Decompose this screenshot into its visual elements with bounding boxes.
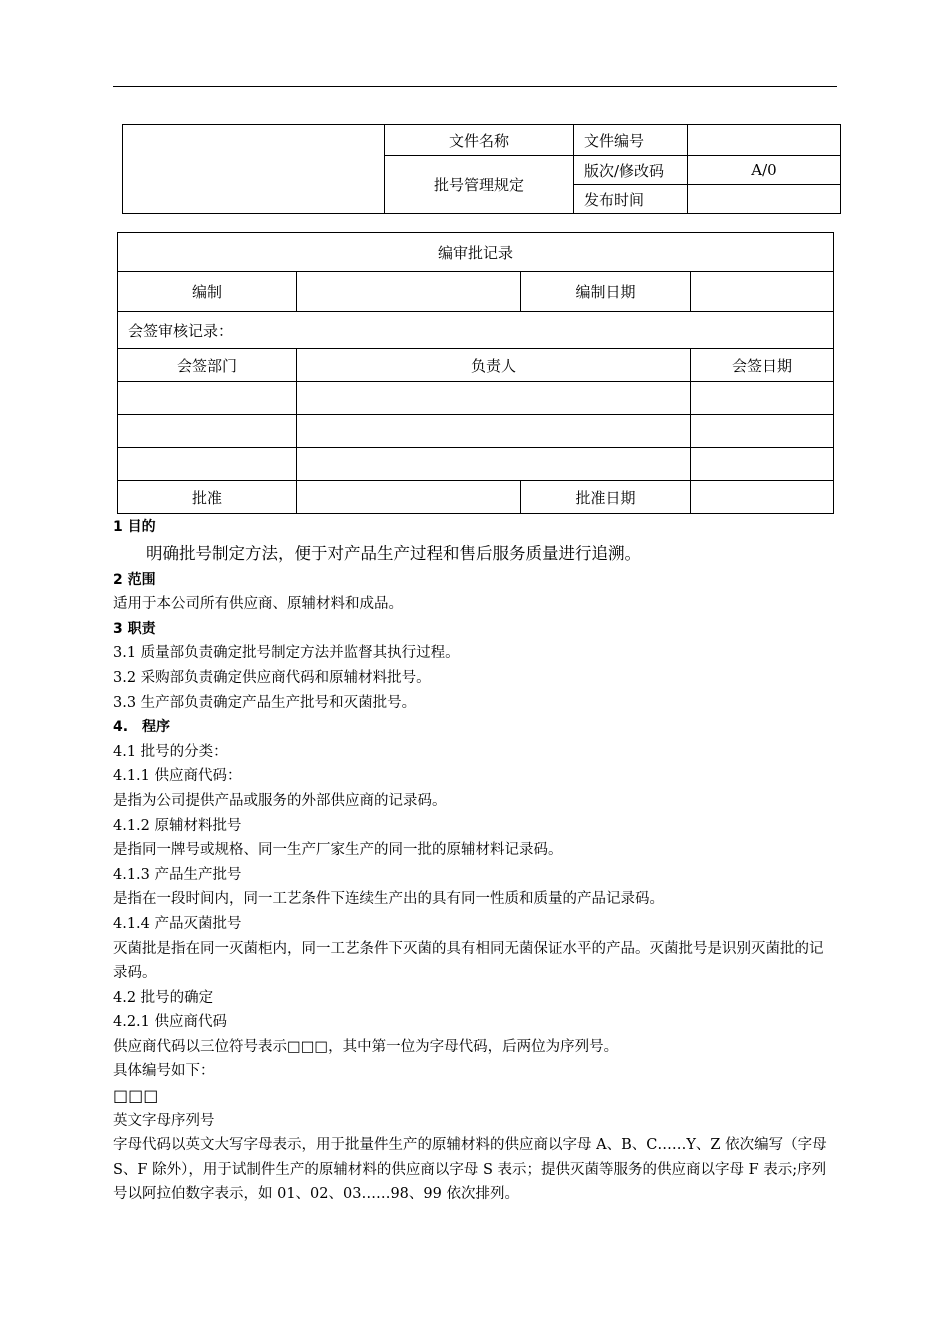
section-4-1: 4.1 批号的分类： bbox=[113, 743, 228, 760]
document-body bbox=[113, 515, 837, 1207]
approve-date-value bbox=[691, 481, 834, 514]
section-4-2-1: 4.2.1 供应商代码 bbox=[113, 1014, 228, 1031]
final-paragraph: 字母代码以英文大写字母表示，用于批量件生产的原辅材料的供应商以字母 A、B、C……Y、Z 依次编写（字母 S、F 除外），用于试制件生产的原辅材料的供应商以字母 S 表示；提供灭菌等服务的供应商以字母 F 表示;序列号以阿拉伯数字表示，如 01、02、03……98、99 依次排列。 bbox=[113, 1137, 827, 1203]
release-label: 发布时间 bbox=[574, 185, 688, 214]
section-4-1-3-text: 是指在一段时间内，同一工艺条件下连续生产出的具有同一性质和质量的产品记录码。 bbox=[113, 891, 664, 908]
section-3-title: 3 职责 bbox=[113, 620, 156, 637]
code-boxes-label: 英文字母序列号 bbox=[113, 1112, 215, 1129]
dept-header: 会签部门 bbox=[118, 349, 297, 382]
section-4-2: 4.2 批号的确定 bbox=[113, 989, 214, 1006]
version-label: 版次/修改码 bbox=[574, 156, 688, 185]
section-3-2: 3.2 采购部负责确定供应商代码和原辅材料批号。 bbox=[113, 669, 431, 686]
compile-date-label: 编制日期 bbox=[521, 272, 691, 312]
countersign-label: 会签审核记录： bbox=[118, 312, 834, 349]
version-value: A/0 bbox=[688, 156, 841, 185]
section-4-1-1-text: 是指为公司提供产品或服务的外部供应商的记录码。 bbox=[113, 792, 447, 809]
section-2-title: 2 范围 bbox=[113, 571, 156, 588]
section-4-1-2: 4.1.2 原辅材料批号 bbox=[113, 817, 242, 834]
section-4-2-1-example: 具体编号如下： bbox=[113, 1063, 215, 1080]
code-boxes: □□□ bbox=[113, 1086, 159, 1106]
document-header-table bbox=[122, 124, 841, 214]
section-4-1-3: 4.1.3 产品生产批号 bbox=[113, 866, 242, 883]
section-3-1: 3.1 质量部负责确定批号制定方法并监督其执行过程。 bbox=[113, 645, 460, 662]
compile-label: 编制 bbox=[118, 272, 297, 312]
approval-record-table bbox=[117, 232, 834, 514]
top-rule bbox=[113, 86, 837, 87]
approve-value bbox=[297, 481, 521, 514]
section-3-3: 3.3 生产部负责确定产品生产批号和灭菌批号。 bbox=[113, 694, 417, 711]
document-title: 批号管理规定 bbox=[385, 156, 574, 214]
approve-date-label: 批准日期 bbox=[521, 481, 691, 514]
section-4-title: 4. 程序 bbox=[113, 719, 171, 736]
table-row bbox=[118, 448, 834, 481]
table-row bbox=[118, 382, 834, 415]
file-name-label: 文件名称 bbox=[385, 125, 574, 156]
section-1-title: 1 目的 bbox=[113, 519, 156, 535]
section-1-text: 明确批号制定方法，便于对产品生产过程和售后服务质量进行追溯。 bbox=[146, 543, 641, 563]
approval-title: 编审批记录 bbox=[118, 233, 834, 272]
release-value bbox=[688, 185, 841, 214]
compile-value bbox=[297, 272, 521, 312]
section-4-1-2-text: 是指同一牌号或规格、同一生产厂家生产的同一批的原辅材料记录码。 bbox=[113, 842, 563, 859]
file-no-label: 文件编号 bbox=[574, 125, 688, 156]
person-header: 负责人 bbox=[297, 349, 691, 382]
table-row bbox=[118, 415, 834, 448]
section-4-1-4: 4.1.4 产品灭菌批号 bbox=[113, 915, 242, 932]
section-2-text: 适用于本公司所有供应商、原辅材料和成品。 bbox=[113, 596, 403, 613]
section-4-1-4-text: 灭菌批是指在同一灭菌柜内，同一工艺条件下灭菌的具有相同无菌保证水平的产品。灭菌批号是识别灭菌批的记录码。 bbox=[113, 940, 824, 982]
approve-label: 批准 bbox=[118, 481, 297, 514]
logo-cell bbox=[123, 125, 385, 214]
compile-date-value bbox=[691, 272, 834, 312]
section-4-2-1-text: 供应商代码以三位符号表示□□□，其中第一位为字母代码，后两位为序列号。 bbox=[113, 1038, 619, 1055]
section-4-1-1: 4.1.1 供应商代码： bbox=[113, 768, 242, 785]
cs-date-header: 会签日期 bbox=[691, 349, 834, 382]
file-no-value bbox=[688, 125, 841, 156]
